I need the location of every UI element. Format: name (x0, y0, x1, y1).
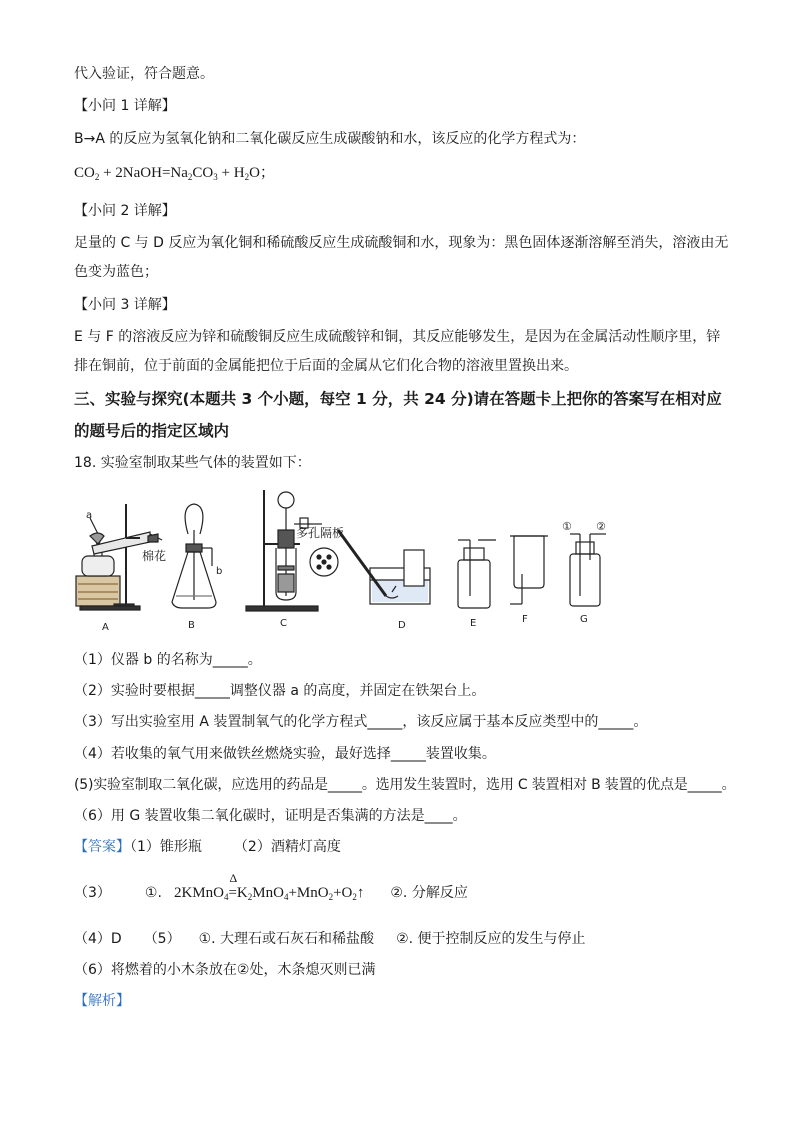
q18-item-1: （1）仪器 b 的名称为_____。 (74, 652, 262, 668)
label-apparatus-a: A (102, 622, 109, 633)
q18-intro: 18. 实验室制取某些气体的装置如下： (74, 455, 311, 471)
label-apparatus-e: E (470, 618, 477, 629)
apparatus-b (172, 504, 216, 608)
label-apparatus-c: C (280, 618, 287, 629)
sub3-text-a: E 与 F 的溶液反应为锌和硫酸铜反应生成硫酸锌和铜，其反应能够发生，是因为在金属活动性顺序里，锌 (74, 329, 721, 345)
sub2-text-a: 足量的 C 与 D 反应为氧化铜和稀硫酸反应生成硫酸铜和水，现象为：黑色固体逐渐溶解至消失，溶液由无 (74, 235, 729, 251)
label-apparatus-f: F (522, 614, 528, 625)
answer-line-6: （6）将燃着的小木条放在②处，木条熄灭则已满 (74, 962, 376, 978)
q18-item-3: （3）写出实验室用 A 装置制氧气的化学方程式_____，该反应属于基本反应类型中的_____。 (74, 714, 648, 730)
answer-label: 【答案】 (74, 839, 130, 855)
apparatus-e (458, 540, 496, 608)
apparatus-diagram (70, 484, 630, 634)
label-apparatus-b: B (188, 620, 195, 631)
equation-kmno4: 2KMnO$_4$ Δ $=K_2MnO_4+MnO_2+O_2↑$ (174, 885, 364, 901)
sub3-title: 【小问 3 详解】 (74, 297, 176, 313)
sub2-text-b: 色变为蓝色； (74, 264, 158, 280)
answer-line-3: （3） ①. 2KMnO$_4$ Δ $=K_2MnO_4+MnO_2+O_2↑$ ②. 分解反应 (74, 883, 468, 903)
label-port-2: ② (596, 520, 606, 533)
label-apparatus-d: D (398, 620, 406, 631)
q18-item-6: （6）用 G 装置收集二氧化碳时，证明是否集满的方法是____。 (74, 808, 467, 824)
answer-line-1 (74, 837, 341, 857)
section-heading-a: 三、实验与探究(本题共 3 个小题，每空 1 分，共 24 分)请在答题卡上把你的答案写在相对应 (74, 390, 722, 408)
sub1-title: 【小问 1 详解】 (74, 98, 176, 114)
section-heading-b: 的题号后的指定区域内 (74, 422, 230, 440)
q18-item-4: （4）若收集的氧气用来做铁丝燃烧实验，最好选择_____装置收集。 (74, 746, 496, 762)
q18-item-5: (5)实验室制取二氧化碳，应选用的药品是_____。选用发生装置时，选用 C 装置相对 B 装置的优点是_____。 (74, 777, 736, 793)
gas-arrow: ↑ (356, 885, 365, 901)
label-instrument-a: a (86, 510, 93, 521)
verify-text: 代入验证，符合题意。 (74, 66, 214, 82)
label-instrument-b: b (216, 566, 223, 577)
q18-item-2: （2）实验时要根据_____调整仪器 a 的高度，并固定在铁架台上。 (74, 683, 486, 699)
label-apparatus-g: G (580, 614, 588, 625)
apparatus-f (510, 536, 548, 604)
delta-sign: Δ (229, 871, 238, 885)
label-port-1: ① (562, 520, 572, 533)
apparatus-c (246, 490, 338, 611)
label-cotton: 棉花 (142, 549, 167, 563)
answer-2: （2）酒精灯高度 (233, 839, 341, 855)
sub1-text: B→A 的反应为氢氧化钠和二氧化碳反应生成碳酸钠和水，该反应的化学方程式为： (74, 131, 586, 147)
label-porous-plate: 多孔隔板 (296, 526, 345, 540)
apparatus-g (570, 534, 606, 606)
sub2-title: 【小问 2 详解】 (74, 203, 176, 219)
equation-1: $CO_2$ + $2NaOH=Na_2CO_3 + H_2O$； (74, 165, 275, 182)
answer-1: （1）锥形瓶 (130, 839, 202, 855)
analysis-label: 【解析】 (74, 993, 130, 1009)
sub3-text-b: 排在铜前，位于前面的金属能把位于后面的金属从它们化合物的溶液里置换出来。 (74, 358, 578, 374)
answer-line-4: （4）D （5） ①. 大理石或石灰石和稀盐酸 ②. 便于控制反应的发生与停止 (74, 931, 586, 947)
apparatus-d (338, 530, 430, 604)
